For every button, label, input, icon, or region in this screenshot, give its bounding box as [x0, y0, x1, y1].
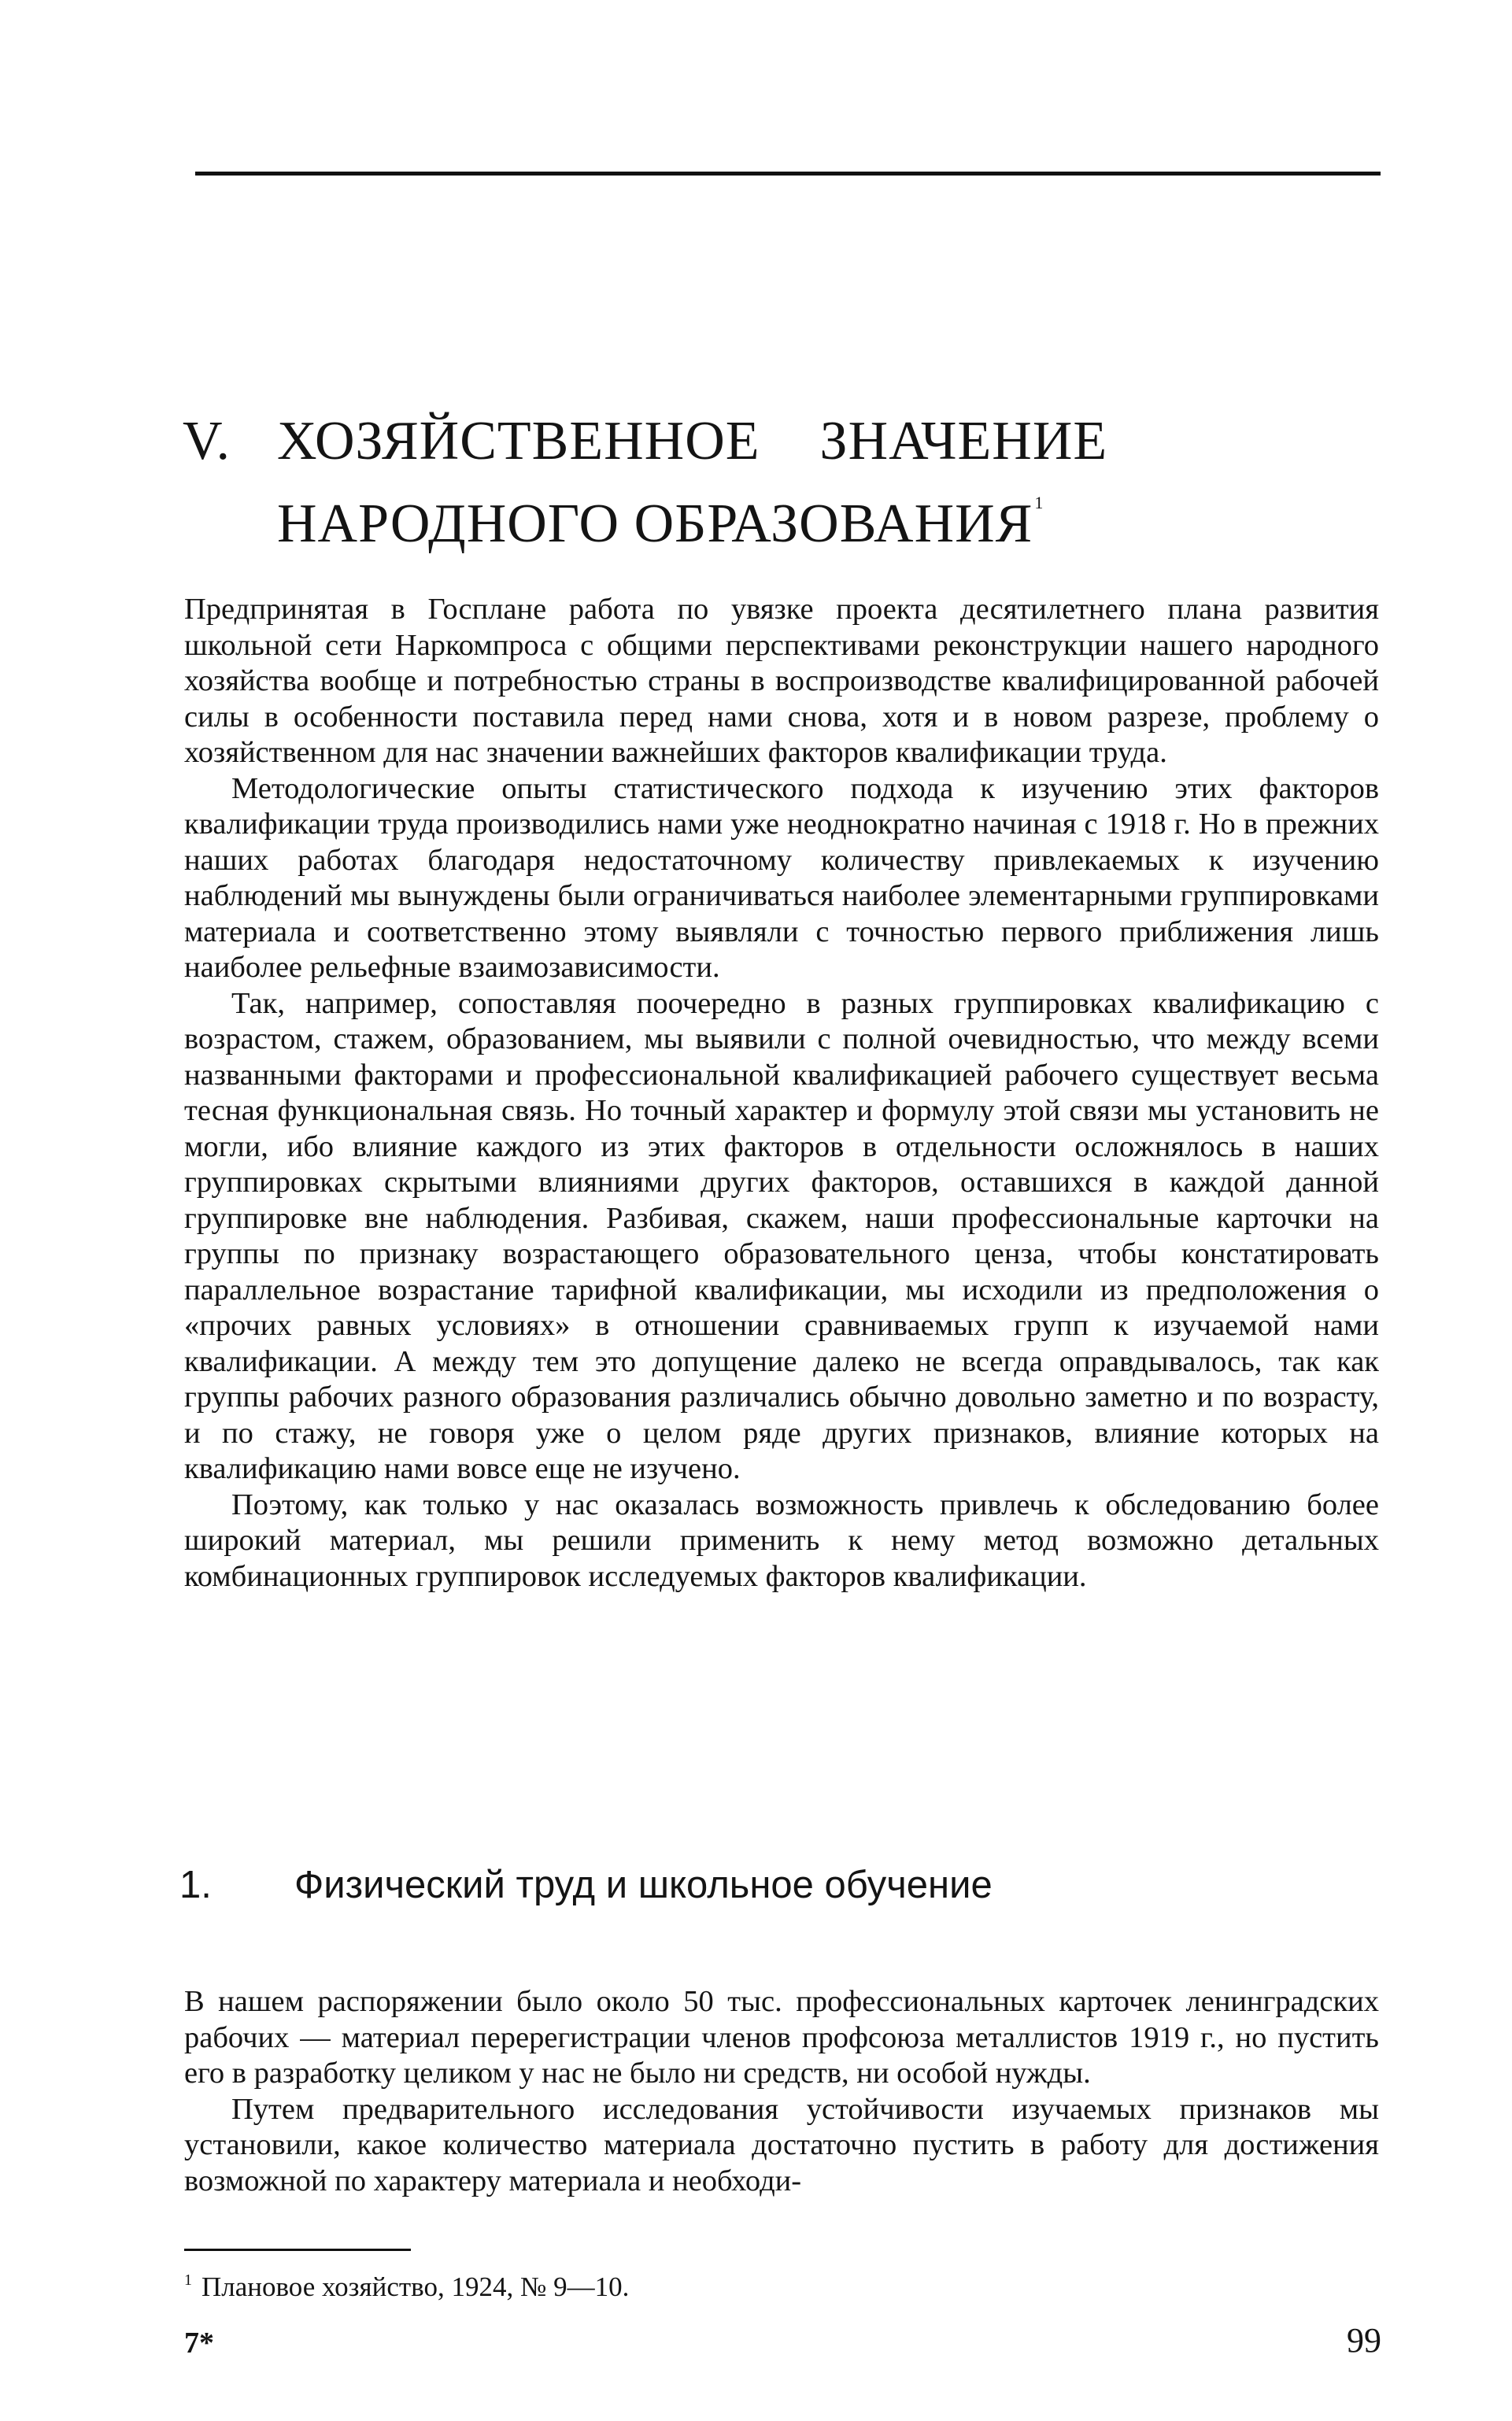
footnote-rule: [184, 2249, 411, 2251]
intro-text: [184, 592, 1379, 1595]
chapter-footnote-mark: 1: [1034, 493, 1044, 512]
footnote-text: Плановое хозяйство, 1924, № 9—10.: [201, 2271, 630, 2302]
chapter-title-word-1: ХОЗЯЙСТВЕННОЕ: [277, 411, 760, 471]
section-paragraph-1: В нашем распоряжении было около 50 тыс. профессиональных карточек ленинградских рабочих — материал перерегистрации членов профсоюза металлистов 1919 г., но пустить его в разработку целиком у нас не было ни средств, ни особой нужды.: [184, 1985, 1379, 2090]
printer-signature: 7*: [184, 2327, 214, 2360]
intro-paragraph-1: Предпринятая в Госплане работа по увязке проекта десятилетнего плана развития школьной сети Наркомпроса с общими перспективами реконструкции нашего народного хозяйства вообще и потребностью страны в воспроизводстве квалифицированной рабочей силы в особенности поставила перед нами снова, хотя и в новом разрезе, проблему о хозяйственном для нас значении важнейших факторов квалификации труда.: [184, 593, 1379, 769]
footnote: [184, 2264, 629, 2304]
footnote-mark: 1: [184, 2271, 192, 2289]
intro-paragraph-4: Поэтому, как только у нас оказалась возможность привлечь к обследованию более широкий материал, мы решили применить к нему метод возможно детальных комбинационных группировок исследуемых факторов квалификации.: [184, 1488, 1379, 1593]
intro-paragraph-3: Так, например, сопоставляя поочередно в разных группировках квалификацию с возрастом, стажем, образованием, мы выявили с полной очевидностью, что между всеми названными факторами и профессиональной квалификацией рабочего существует весьма тесная функциональная связь. Но точный характер и формулу этой связи мы установить не могли, ибо влияние каждого из этих факторов в отдельности осложнялось в наших группировках скрытыми влияниями других факторов, оставшихся в каждой данной группировке вне наблюдения. Разбивая, скажем, наши профессиональные карточки на группы по признаку возрастающего образовательного ценза, чтобы констатировать параллельное возрастание тарифной квалификации, мы исходили из предположения о «прочих равных условиях» в отношении сравниваемых групп к изучаемой нами квалификации. А между тем это допущение далеко не всегда оправдывалось, так как группы рабочих разного образования различались обычно довольно заметно и по возрасту, и по стажу, не говоря уже о целом ряде других признаков, влияние которых на квалификацию нами вовсе еще не изучено.: [184, 986, 1379, 1485]
chapter-title: [183, 411, 1285, 555]
page-number: 99: [1347, 2321, 1381, 2360]
section-title: Физический труд и школьное обучение: [294, 1864, 993, 1906]
chapter-title-line-2: НАРОДНОГО ОБРАЗОВАНИЯ: [277, 493, 1033, 554]
section-text: [184, 1984, 1379, 2199]
chapter-title-word-2: ЗНАЧЕНИЕ: [819, 411, 1108, 471]
section-heading: [179, 1861, 993, 1909]
top-rule: [195, 172, 1381, 176]
section-paragraph-2: Путем предварительного исследования устойчивости изучаемых признаков мы установили, какое количество материала достаточно пустить в работу для достижения возможной по характеру материала и необходи-: [184, 2092, 1379, 2197]
intro-paragraph-2: Методологические опыты статистического подхода к изучению этих факторов квалификации труда производились нами уже неоднократно начиная с 1918 г. Но в прежних наших работах благодаря недостаточному количеству привлекаемых к изучению наблюдений мы вынуждены были ограничиваться наиболее элементарными группировками материала и соответственно этому выявляли с точностью первого приближения лишь наиболее рельефные взаимозависимости.: [184, 771, 1379, 984]
chapter-number: V.: [183, 411, 231, 471]
section-number: 1.: [179, 1864, 212, 1906]
